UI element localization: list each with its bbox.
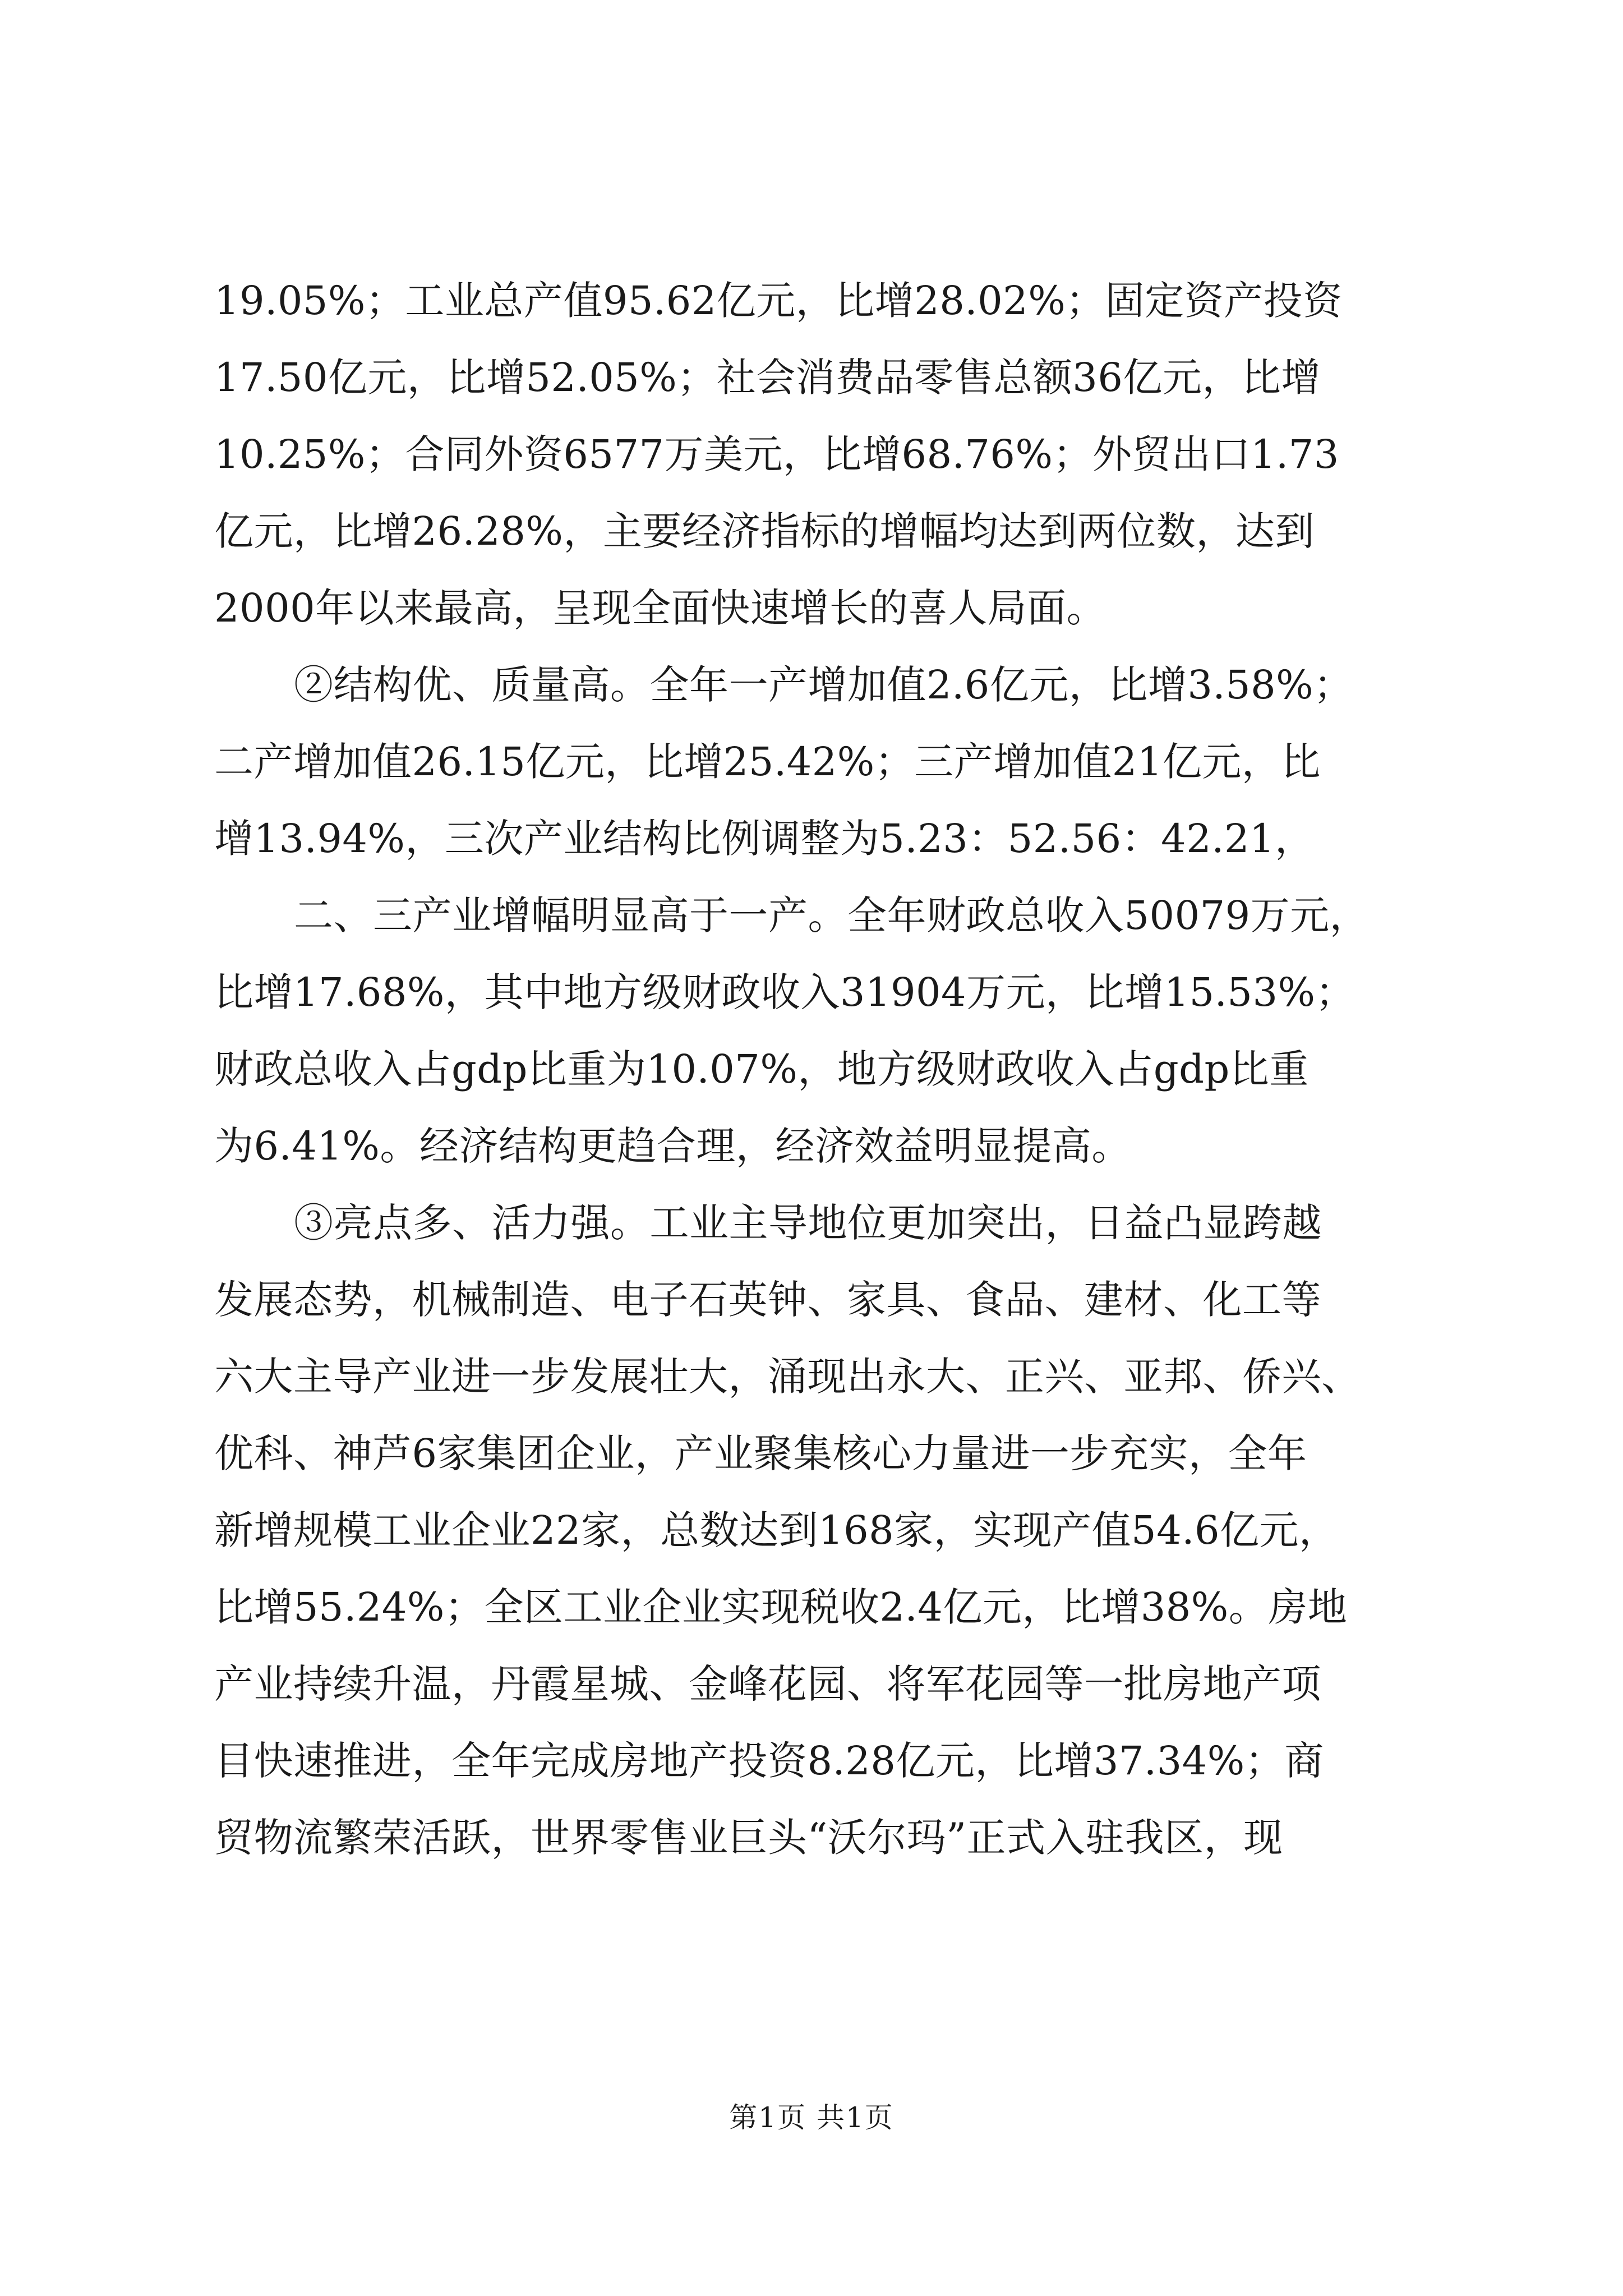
text-line: 10.25%；合同外资6577万美元，比增68.76%；外贸出口1.73 <box>214 431 1339 477</box>
text-line: 比增17.68%，其中地方级财政收入31904万元，比增15.53%； <box>214 969 1355 1015</box>
text-line: 贸物流繁荣活跃，世界零售业巨头“沃尔玛”正式入驻我区，现 <box>214 1815 1283 1861</box>
text-line: 优科、神芦6家集团企业，产业聚集核心力量进一步充实，全年 <box>214 1430 1307 1476</box>
text-line: 亿元，比增26.28%，主要经济指标的增幅均达到两位数，达到 <box>214 508 1315 554</box>
text-line: 产业持续升温，丹霞星城、金峰花园、将军花园等一批房地产项 <box>214 1661 1321 1707</box>
page-footer: 第1页 共1页 <box>729 2101 894 2134</box>
text-line: 增13.94%，三次产业结构比例调整为5.23：52.56：42.21， <box>214 816 1315 862</box>
text-line: 财政总收入占gdp比重为10.07%，地方级财政收入占gdp比重 <box>214 1046 1309 1092</box>
text-line: 为6.41%。经济结构更趋合理，经济效益明显提高。 <box>214 1123 1131 1169</box>
text-line: 19.05%；工业总产值95.62亿元，比增28.02%；固定资产投资 <box>214 278 1343 324</box>
text-line: 2000年以来最高，呈现全面快速增长的喜人局面。 <box>214 585 1106 631</box>
text-line: 六大主导产业进一步发展壮大，涌现出永大、正兴、亚邦、侨兴、 <box>214 1354 1361 1400</box>
text-line: 目快速推进，全年完成房地产投资8.28亿元，比增37.34%；商 <box>214 1738 1324 1784</box>
text-line: 发展态势，机械制造、电子石英钟、家具、食品、建材、化工等 <box>214 1277 1321 1323</box>
text-line: 比增55.24%；全区工业企业实现税收2.4亿元，比增38%。房地 <box>214 1584 1348 1630</box>
paragraph-start-line: ③亮点多、活力强。工业主导地位更加突出，日益凸显跨越 <box>294 1200 1322 1246</box>
document-body <box>214 263 1409 1876</box>
text-line: 17.50亿元，比增52.05%；社会消费品零售总额36亿元，比增 <box>214 355 1321 401</box>
text-line: 新增规模工业企业22家，总数达到168家，实现产值54.6亿元， <box>214 1507 1339 1553</box>
paragraph-start-line: ②结构优、质量高。全年一产增加值2.6亿元，比增3.58%； <box>294 662 1353 708</box>
text-line: 二产增加值26.15亿元，比增25.42%；三产增加值21亿元，比 <box>214 739 1321 785</box>
paragraph-start-line: 二、三产业增幅明显高于一产。全年财政总收入50079万元， <box>294 892 1370 938</box>
